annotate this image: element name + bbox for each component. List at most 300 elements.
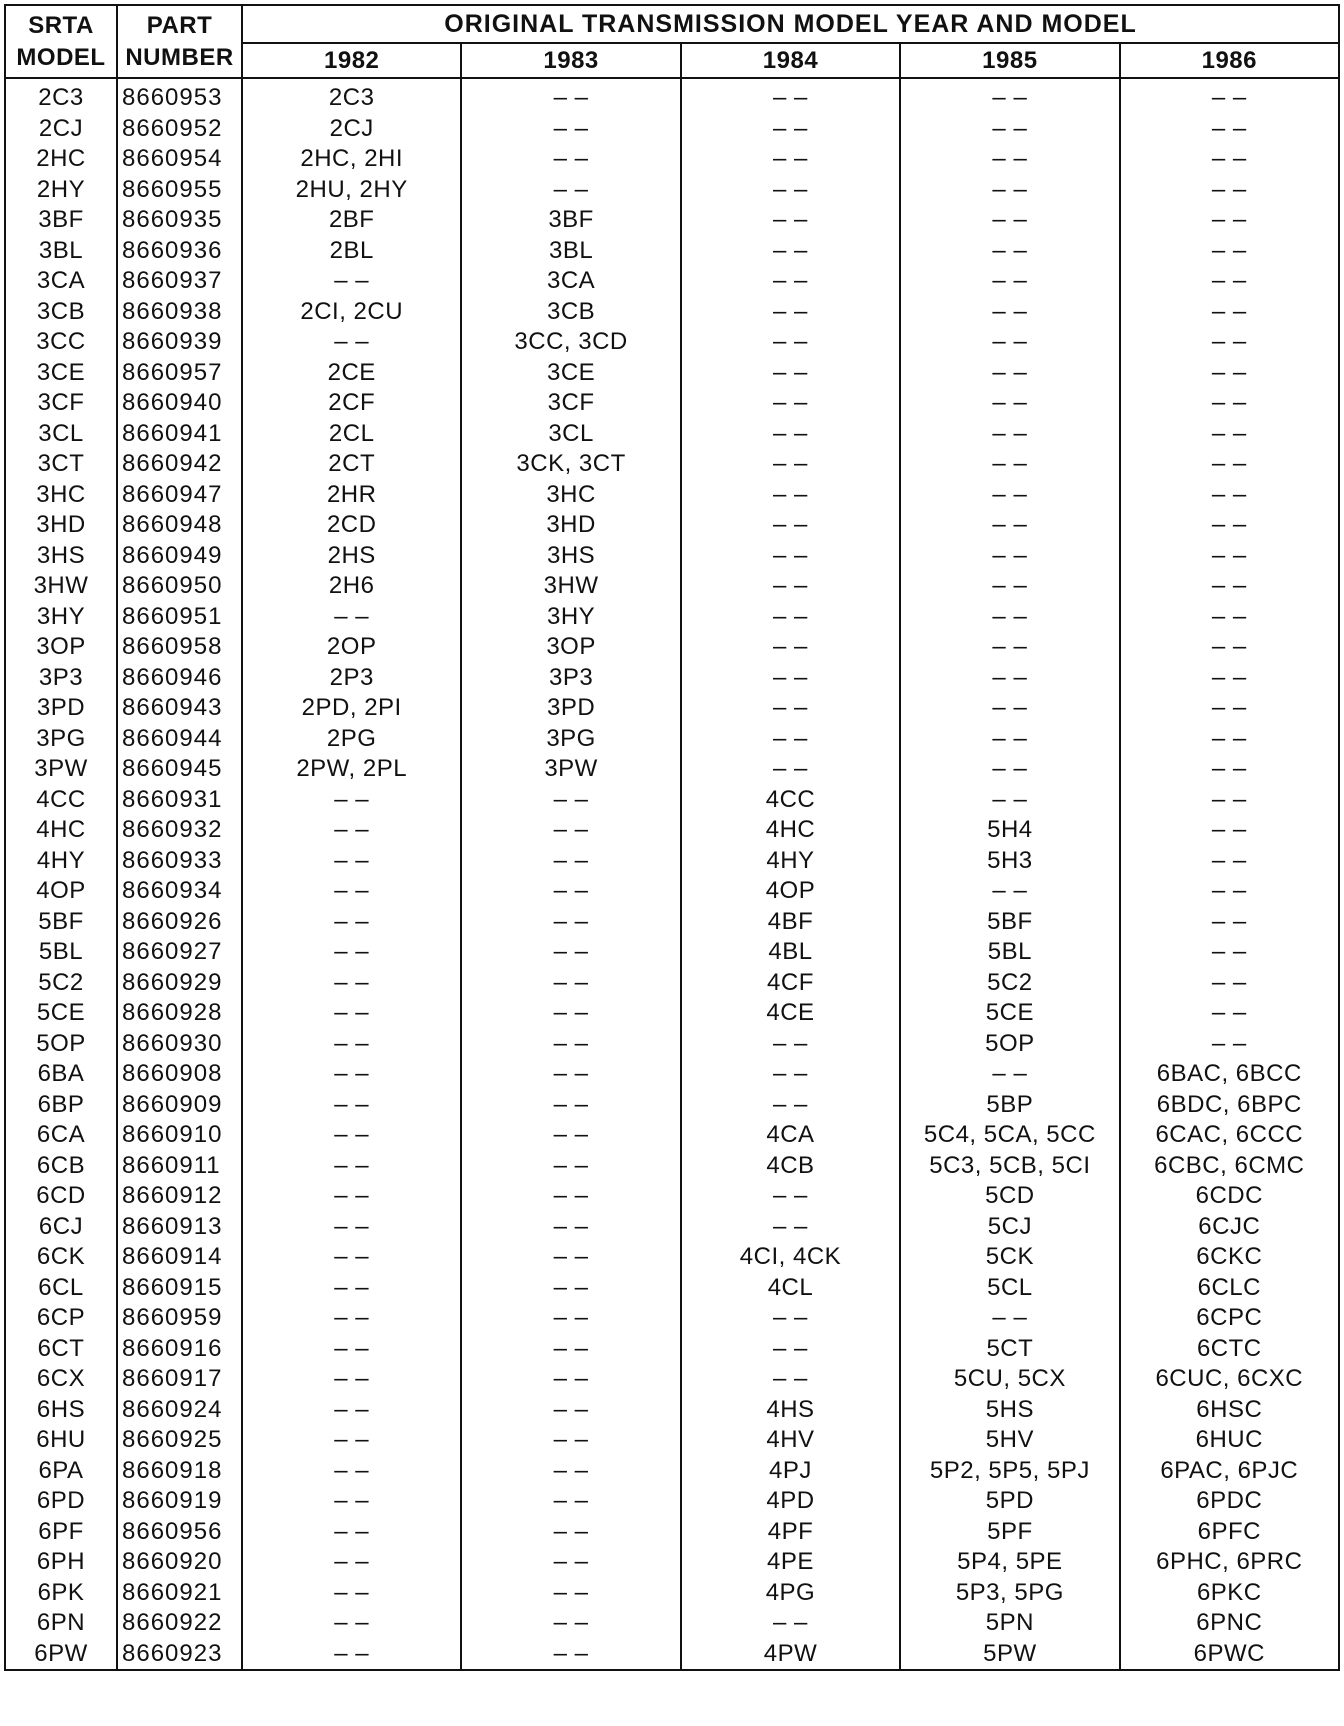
year-1983-cell: – – [461,1181,680,1212]
table-row [5,1578,1339,1609]
table-row [5,846,1339,877]
year-1982-cell: 2CT [242,449,461,480]
srta-model-cell: 3HW [5,571,117,602]
part-number-cell: 8660945 [117,754,242,785]
year-1982-cell: – – [242,968,461,999]
year-1985-cell: 5P2, 5P5, 5PJ [900,1456,1119,1487]
part-number-cell: 8660911 [117,1151,242,1182]
year-1984-cell: – – [681,1059,900,1090]
year-1983-cell: 3CA [461,266,680,297]
year-1985-cell: 5C2 [900,968,1119,999]
part-number-cell: 8660942 [117,449,242,480]
year-1986-cell: 6CKC [1120,1242,1339,1273]
part-number-cell: 8660932 [117,815,242,846]
table-row [5,1395,1339,1426]
year-1984-cell: 4PF [681,1517,900,1548]
year-1986-cell: – – [1120,571,1339,602]
year-1985-cell: 5C4, 5CA, 5CC [900,1120,1119,1151]
year-1986-cell: – – [1120,78,1339,114]
srta-model-cell: 6PW [5,1639,117,1671]
year-1983-cell: – – [461,937,680,968]
srta-model-cell: 2HY [5,175,117,206]
srta-model-cell: 5BL [5,937,117,968]
year-1983-cell: – – [461,846,680,877]
year-1983-cell: – – [461,815,680,846]
year-1982-cell: – – [242,1120,461,1151]
year-1982-cell: 2C3 [242,78,461,114]
srta-model-cell: 6CL [5,1273,117,1304]
year-1982-cell: – – [242,876,461,907]
year-1986-cell: – – [1120,602,1339,633]
part-number-cell: 8660959 [117,1303,242,1334]
part-number-cell: 8660918 [117,1456,242,1487]
part-number-cell: 8660925 [117,1425,242,1456]
year-1984-cell: – – [681,724,900,755]
year-1983-cell: – – [461,78,680,114]
table-row [5,205,1339,236]
year-1985-cell: 5PN [900,1608,1119,1639]
srta-model-cell: 6HU [5,1425,117,1456]
year-1984-cell: – – [681,449,900,480]
part-number-cell: 8660940 [117,388,242,419]
part-number-header-line2: NUMBER [125,43,234,71]
year-1986-cell: 6CUC, 6CXC [1120,1364,1339,1395]
year-1984-cell: – – [681,1029,900,1060]
part-number-cell: 8660939 [117,327,242,358]
year-1986-cell: 6PHC, 6PRC [1120,1547,1339,1578]
part-number-cell: 8660944 [117,724,242,755]
year-header-1983: 1983 [461,43,680,78]
year-1986-cell: – – [1120,236,1339,267]
table-row [5,1029,1339,1060]
year-1985-cell: – – [900,602,1119,633]
srta-model-cell: 4OP [5,876,117,907]
year-1984-cell: 4HC [681,815,900,846]
srta-model-cell: 6CB [5,1151,117,1182]
srta-model-cell: 3CC [5,327,117,358]
part-number-cell: 8660951 [117,602,242,633]
year-1982-cell: 2H6 [242,571,461,602]
year-1986-cell: 6BDC, 6BPC [1120,1090,1339,1121]
part-number-cell: 8660930 [117,1029,242,1060]
year-1982-cell: 2HU, 2HY [242,175,461,206]
table-row [5,571,1339,602]
year-1983-cell: – – [461,876,680,907]
part-number-cell: 8660916 [117,1334,242,1365]
year-1983-cell: – – [461,998,680,1029]
year-1983-cell: 3PG [461,724,680,755]
srta-model-cell: 3BL [5,236,117,267]
year-1982-cell: – – [242,846,461,877]
year-1985-cell: – – [900,754,1119,785]
year-1982-cell: – – [242,1151,461,1182]
srta-model-cell: 6CA [5,1120,117,1151]
srta-model-cell: 3HS [5,541,117,572]
srta-model-cell: 3PG [5,724,117,755]
srta-model-cell: 6CK [5,1242,117,1273]
year-1986-cell: – – [1120,510,1339,541]
year-1982-cell: – – [242,602,461,633]
table-row [5,114,1339,145]
table-row [5,1639,1339,1671]
year-1986-cell: 6CBC, 6CMC [1120,1151,1339,1182]
table-header [5,5,1339,78]
year-1985-cell: 5PD [900,1486,1119,1517]
year-1985-cell: – – [900,297,1119,328]
year-1984-cell: – – [681,327,900,358]
table-row [5,1242,1339,1273]
srta-model-cell: 5BF [5,907,117,938]
year-1985-cell: 5HS [900,1395,1119,1426]
table-row [5,663,1339,694]
table-row [5,1334,1339,1365]
part-number-cell: 8660950 [117,571,242,602]
srta-model-cell: 6PK [5,1578,117,1609]
year-1982-cell: 2P3 [242,663,461,694]
srta-model-cell: 2C3 [5,78,117,114]
year-1984-cell: – – [681,175,900,206]
year-1983-cell: 3HS [461,541,680,572]
year-1985-cell: 5P4, 5PE [900,1547,1119,1578]
part-number-cell: 8660926 [117,907,242,938]
srta-model-cell: 6CD [5,1181,117,1212]
year-1984-cell: 4PD [681,1486,900,1517]
year-1985-cell: – – [900,1303,1119,1334]
year-1984-cell: – – [681,1181,900,1212]
year-1982-cell: 2BF [242,205,461,236]
part-number-cell: 8660936 [117,236,242,267]
part-number-cell: 8660920 [117,1547,242,1578]
year-1986-cell: – – [1120,449,1339,480]
year-1985-cell: – – [900,663,1119,694]
year-1986-cell: – – [1120,297,1339,328]
srta-model-header-line1: SRTA [28,11,94,39]
year-1982-cell: 2OP [242,632,461,663]
part-number-cell: 8660928 [117,998,242,1029]
year-1982-cell: 2CL [242,419,461,450]
year-1985-cell: – – [900,205,1119,236]
table-row [5,1303,1339,1334]
year-1982-cell: 2CD [242,510,461,541]
year-1983-cell: – – [461,1395,680,1426]
year-1982-cell: 2HR [242,480,461,511]
year-1984-cell: – – [681,114,900,145]
year-1983-cell: – – [461,1212,680,1243]
original-transmission-group-header: ORIGINAL TRANSMISSION MODEL YEAR AND MODEL [242,5,1339,43]
table-row [5,78,1339,114]
srta-model-cell: 2CJ [5,114,117,145]
year-1983-cell: 3HY [461,602,680,633]
srta-model-cell: 3CF [5,388,117,419]
year-1984-cell: 4CA [681,1120,900,1151]
table-row [5,236,1339,267]
part-number-cell: 8660957 [117,358,242,389]
year-1984-cell: – – [681,693,900,724]
year-1986-cell: – – [1120,876,1339,907]
srta-model-cell: 6PH [5,1547,117,1578]
year-1985-cell: 5BP [900,1090,1119,1121]
srta-model-cell: 2HC [5,144,117,175]
year-1986-cell: 6PWC [1120,1639,1339,1671]
year-1982-cell: – – [242,1547,461,1578]
year-1983-cell: 3HD [461,510,680,541]
year-1982-cell: 2HC, 2HI [242,144,461,175]
srta-model-cell: 5OP [5,1029,117,1060]
year-1984-cell: – – [681,1303,900,1334]
year-1983-cell: – – [461,1517,680,1548]
year-1984-cell: – – [681,266,900,297]
year-1986-cell: – – [1120,693,1339,724]
part-number-cell: 8660938 [117,297,242,328]
table-row [5,419,1339,450]
year-1982-cell: 2CJ [242,114,461,145]
year-1984-cell: – – [681,419,900,450]
part-number-cell: 8660917 [117,1364,242,1395]
year-1986-cell: – – [1120,358,1339,389]
year-1984-cell: 4CC [681,785,900,816]
table-row [5,998,1339,1029]
table-row [5,1151,1339,1182]
year-1984-cell: – – [681,297,900,328]
year-1984-cell: – – [681,754,900,785]
year-1985-cell: 5BL [900,937,1119,968]
year-1982-cell: – – [242,1486,461,1517]
year-1982-cell: – – [242,1639,461,1671]
year-1982-cell: 2CF [242,388,461,419]
year-1984-cell: 4PE [681,1547,900,1578]
header-row-top [5,5,1339,43]
table-row [5,876,1339,907]
year-1984-cell: – – [681,602,900,633]
year-1984-cell: 4OP [681,876,900,907]
year-1986-cell: 6CAC, 6CCC [1120,1120,1339,1151]
year-1985-cell: – – [900,175,1119,206]
srta-model-cell: 6PD [5,1486,117,1517]
srta-model-cell: 6PF [5,1517,117,1548]
year-1986-cell: – – [1120,998,1339,1029]
year-1984-cell: 4CE [681,998,900,1029]
year-1985-cell: 5OP [900,1029,1119,1060]
year-1982-cell: – – [242,1456,461,1487]
year-1985-cell: 5P3, 5PG [900,1578,1119,1609]
part-number-header [117,5,242,78]
part-number-cell: 8660913 [117,1212,242,1243]
table-row [5,1517,1339,1548]
srta-model-cell: 6CX [5,1364,117,1395]
year-1985-cell: – – [900,327,1119,358]
year-1983-cell: 3CE [461,358,680,389]
srta-model-cell: 6CJ [5,1212,117,1243]
srta-model-cell: 4HY [5,846,117,877]
year-1983-cell: 3CL [461,419,680,450]
year-1982-cell: – – [242,937,461,968]
year-1984-cell: – – [681,1608,900,1639]
table-row [5,1120,1339,1151]
part-number-cell: 8660924 [117,1395,242,1426]
year-1986-cell: – – [1120,724,1339,755]
year-1985-cell: 5CJ [900,1212,1119,1243]
table-row [5,1273,1339,1304]
year-1986-cell: 6PKC [1120,1578,1339,1609]
table-row [5,1547,1339,1578]
year-1982-cell: 2BL [242,236,461,267]
table-row [5,1212,1339,1243]
year-1983-cell: 3CC, 3CD [461,327,680,358]
srta-model-cell: 3BF [5,205,117,236]
srta-model-cell: 3CL [5,419,117,450]
table-row [5,541,1339,572]
year-1985-cell: 5CE [900,998,1119,1029]
year-1985-cell: – – [900,693,1119,724]
year-1983-cell: 3PD [461,693,680,724]
year-1982-cell: – – [242,1059,461,1090]
srta-model-cell: 3HC [5,480,117,511]
year-1983-cell: – – [461,144,680,175]
year-1983-cell: – – [461,1151,680,1182]
year-1982-cell: – – [242,1029,461,1060]
year-1982-cell: – – [242,266,461,297]
part-number-cell: 8660919 [117,1486,242,1517]
year-1982-cell: – – [242,1181,461,1212]
year-1983-cell: 3BF [461,205,680,236]
year-1986-cell: – – [1120,815,1339,846]
year-1985-cell: 5PW [900,1639,1119,1671]
table-row [5,907,1339,938]
year-1985-cell: 5CK [900,1242,1119,1273]
part-number-cell: 8660958 [117,632,242,663]
table-row [5,754,1339,785]
table-row [5,632,1339,663]
year-1986-cell: – – [1120,205,1339,236]
table-row [5,388,1339,419]
year-1986-cell: – – [1120,480,1339,511]
year-1986-cell: 6CTC [1120,1334,1339,1365]
year-1984-cell: – – [681,663,900,694]
year-1983-cell: 3CK, 3CT [461,449,680,480]
year-1982-cell: 2PW, 2PL [242,754,461,785]
year-1984-cell: 4HY [681,846,900,877]
year-1982-cell: 2CE [242,358,461,389]
srta-model-cell: 3OP [5,632,117,663]
year-1984-cell: 4PG [681,1578,900,1609]
year-1982-cell: – – [242,1334,461,1365]
table-row [5,358,1339,389]
year-1983-cell: – – [461,1029,680,1060]
srta-model-cell: 6PA [5,1456,117,1487]
year-1983-cell: – – [461,968,680,999]
year-1985-cell: – – [900,1059,1119,1090]
year-header-1986: 1986 [1120,43,1339,78]
year-1986-cell: – – [1120,907,1339,938]
srta-model-cell: 5C2 [5,968,117,999]
year-1986-cell: – – [1120,541,1339,572]
year-1983-cell: – – [461,1608,680,1639]
year-1982-cell: – – [242,907,461,938]
year-1984-cell: – – [681,632,900,663]
year-1985-cell: 5H4 [900,815,1119,846]
year-1986-cell: – – [1120,266,1339,297]
year-1983-cell: 3P3 [461,663,680,694]
year-1984-cell: – – [681,236,900,267]
year-1982-cell: – – [242,1364,461,1395]
year-1984-cell: – – [681,1212,900,1243]
year-1983-cell: – – [461,785,680,816]
year-1983-cell: – – [461,1120,680,1151]
year-1984-cell: 4PW [681,1639,900,1671]
year-1983-cell: – – [461,1059,680,1090]
year-1985-cell: 5H3 [900,846,1119,877]
year-1985-cell: – – [900,876,1119,907]
year-1982-cell: – – [242,1303,461,1334]
year-1983-cell: – – [461,1334,680,1365]
year-1985-cell: – – [900,571,1119,602]
table-row [5,785,1339,816]
srta-model-cell: 3HD [5,510,117,541]
year-1985-cell: 5CT [900,1334,1119,1365]
year-1985-cell: – – [900,480,1119,511]
year-1986-cell: 6PFC [1120,1517,1339,1548]
table-row [5,1456,1339,1487]
srta-model-cell: 6HS [5,1395,117,1426]
part-number-cell: 8660953 [117,78,242,114]
year-1984-cell: – – [681,1334,900,1365]
year-1983-cell: 3HW [461,571,680,602]
year-1986-cell: – – [1120,114,1339,145]
year-1986-cell: – – [1120,632,1339,663]
year-1984-cell: – – [681,358,900,389]
year-1986-cell: – – [1120,846,1339,877]
part-number-cell: 8660949 [117,541,242,572]
year-1985-cell: – – [900,388,1119,419]
srta-model-cell: 3HY [5,602,117,633]
srta-model-cell: 3CE [5,358,117,389]
part-number-cell: 8660946 [117,663,242,694]
year-1983-cell: – – [461,114,680,145]
year-1986-cell: – – [1120,1029,1339,1060]
part-number-cell: 8660922 [117,1608,242,1639]
year-1984-cell: 4CF [681,968,900,999]
part-number-cell: 8660921 [117,1578,242,1609]
year-1986-cell: – – [1120,175,1339,206]
year-1986-cell: 6CDC [1120,1181,1339,1212]
table-row [5,266,1339,297]
year-1982-cell: – – [242,1608,461,1639]
part-number-cell: 8660941 [117,419,242,450]
part-number-cell: 8660955 [117,175,242,206]
year-header-1982: 1982 [242,43,461,78]
srta-model-cell: 5CE [5,998,117,1029]
year-1984-cell: – – [681,78,900,114]
year-1983-cell: – – [461,1547,680,1578]
table-row [5,144,1339,175]
part-number-cell: 8660910 [117,1120,242,1151]
year-1985-cell: – – [900,144,1119,175]
year-1986-cell: – – [1120,327,1339,358]
part-number-cell: 8660931 [117,785,242,816]
year-1983-cell: 3BL [461,236,680,267]
year-1985-cell: – – [900,419,1119,450]
srta-model-cell: 4HC [5,815,117,846]
year-1983-cell: – – [461,1303,680,1334]
year-1982-cell: 2PD, 2PI [242,693,461,724]
year-1984-cell: – – [681,1090,900,1121]
year-1985-cell: – – [900,114,1119,145]
part-number-cell: 8660909 [117,1090,242,1121]
year-1983-cell: – – [461,1090,680,1121]
year-1986-cell: – – [1120,785,1339,816]
year-1983-cell: 3CF [461,388,680,419]
srta-model-cell: 6PN [5,1608,117,1639]
